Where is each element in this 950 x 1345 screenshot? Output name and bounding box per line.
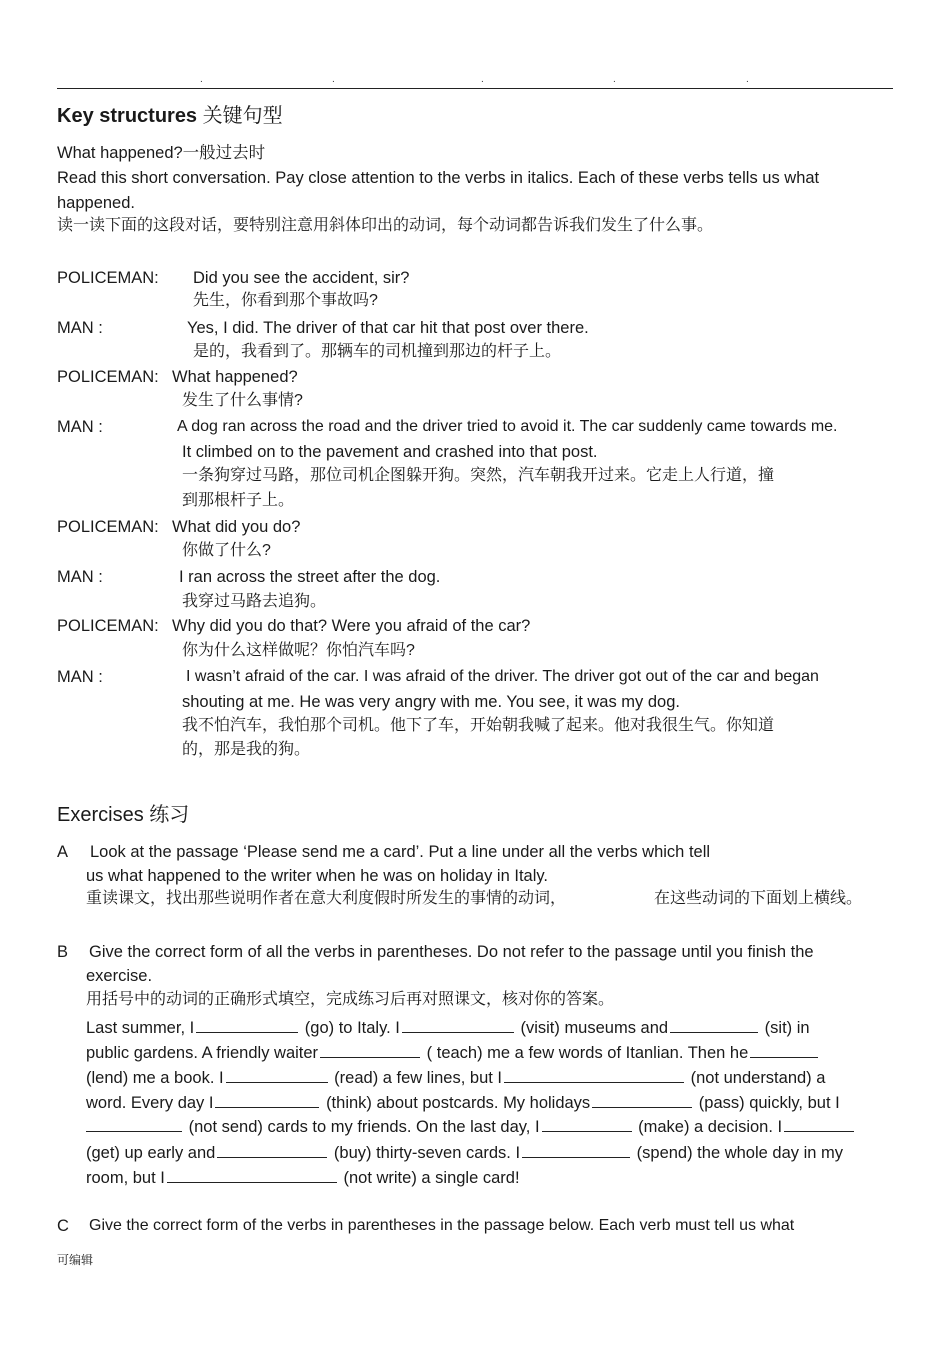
fill-text: (read) a few lines, but I (334, 1069, 502, 1087)
dialogue-zh: 一条狗穿过马路，那位司机企图躲开狗。突然，汽车朝我开过来。它走上人行道，撞 (182, 467, 775, 484)
answer-blank[interactable] (86, 1115, 182, 1132)
section-title-en: Key structures (57, 105, 198, 127)
speaker-label: MAN : (57, 668, 103, 686)
exercise-a-zh: 重读课文，找出那些说明作者在意大利度假时所发生的事情的动词， (86, 890, 567, 907)
exercise-letter: C (57, 1217, 69, 1235)
exercise-b-text: Give the correct form of all the verbs in parentheses. Do not refer to the passage until you finish the (89, 943, 814, 961)
dialogue-zh: 的，那是我的狗。 (182, 741, 311, 758)
dialogue-zh: 你做了什么? (182, 542, 271, 559)
dialogue-en: A dog ran across the road and the driver tried to avoid it. The car suddenly came towards me. (177, 418, 838, 435)
answer-blank[interactable] (750, 1041, 818, 1058)
exercises-title: Exercises 练习 (57, 804, 190, 826)
fill-text: (spend) the whole day in my (636, 1144, 844, 1162)
intro-zh: 读一读下面的这段对话，要特别注意用斜体印出的动词，每个动词都告诉我们发生了什么事。 (57, 217, 714, 234)
fill-line (86, 1115, 856, 1137)
dialogue-en: Did you see the accident, sir? (193, 269, 410, 287)
answer-blank[interactable] (504, 1066, 684, 1083)
fill-text: ( teach) me a few words of Itanlian. Then he (426, 1044, 749, 1062)
dialogue-zh: 我穿过马路去追狗。 (182, 593, 327, 610)
answer-blank[interactable] (226, 1066, 328, 1083)
exercise-b-text: exercise. (86, 967, 153, 985)
speaker-label: POLICEMAN: (57, 617, 159, 635)
speaker-label: MAN : (57, 319, 103, 337)
answer-blank[interactable] (542, 1115, 632, 1132)
fill-line (86, 1166, 520, 1188)
subtitle: What happened?一般过去时 (57, 144, 266, 162)
fill-line (86, 1041, 820, 1063)
exercise-letter: B (57, 943, 69, 961)
speaker-label: POLICEMAN: (57, 368, 159, 386)
speaker-label: POLICEMAN: (57, 518, 159, 536)
fill-text: room, but I (86, 1169, 165, 1187)
exercise-a-zh: 在这些动词的下面划上横线。 (654, 890, 863, 907)
header-dot: . (613, 74, 616, 85)
intro-line: Read this short conversation. Pay close attention to the verbs in italics. Each of these verbs tells us what (57, 169, 820, 187)
fill-line (86, 1141, 843, 1163)
fill-line (86, 1066, 825, 1088)
answer-blank[interactable] (670, 1016, 758, 1033)
answer-blank[interactable] (217, 1141, 327, 1158)
fill-text: (lend) me a book. I (86, 1069, 224, 1087)
dialogue-zh: 我不怕汽车，我怕那个司机。他下了车，开始朝我喊了起来。他对我很生气。你知道 (182, 717, 775, 734)
exercise-letter: A (57, 843, 69, 861)
fill-text: (not send) cards to my friends. On the last day, I (188, 1118, 540, 1136)
fill-text: word. Every day I (86, 1094, 214, 1112)
exercise-c-text: Give the correct form of the verbs in parentheses in the passage below. Each verb must tell us what (89, 1217, 795, 1234)
answer-blank[interactable] (402, 1016, 514, 1033)
exercise-b-zh: 用括号中的动词的正确形式填空，完成练习后再对照课文，核对你的答案。 (86, 991, 615, 1008)
dialogue-en: I wasn’t afraid of the car. I was afraid of the driver. The driver got out of the car and began (186, 668, 819, 685)
dialogue-en: Yes, I did. The driver of that car hit that post over there. (187, 319, 589, 337)
dialogue-en: What happened? (172, 368, 298, 386)
dialogue-en: It climbed on to the pavement and crashed into that post. (182, 443, 598, 461)
fill-text: (make) a decision. I (638, 1118, 783, 1136)
exercise-a-text: Look at the passage ‘Please send me a card’. Put a line under all the verbs which tell (90, 843, 711, 861)
header-dot: . (746, 74, 749, 85)
fill-text: (visit) museums and (520, 1019, 669, 1037)
fill-text: (not write) a single card! (343, 1169, 520, 1187)
fill-text: (get) up early and (86, 1144, 216, 1162)
dialogue-en: What did you do? (172, 518, 301, 536)
fill-text: (not understand) a (690, 1069, 826, 1087)
answer-blank[interactable] (522, 1141, 630, 1158)
answer-blank[interactable] (320, 1041, 420, 1058)
dialogue-en: shouting at me. He was very angry with me. You see, it was my dog. (182, 693, 680, 711)
dialogue-zh: 先生，你看到那个事故吗? (193, 292, 378, 309)
answer-blank[interactable] (592, 1091, 692, 1108)
speaker-label: MAN : (57, 568, 103, 586)
fill-text: (pass) quickly, but I (698, 1094, 840, 1112)
header-dot: . (332, 74, 335, 85)
speaker-label: MAN : (57, 418, 103, 436)
fill-text: (sit) in (764, 1019, 810, 1037)
fill-line (86, 1091, 840, 1113)
fill-text: (think) about postcards. My holidays (326, 1094, 591, 1112)
intro-line: happened. (57, 194, 135, 212)
answer-blank[interactable] (167, 1166, 337, 1183)
section-title-zh: 关键句型 (202, 105, 283, 127)
section-title (57, 104, 283, 128)
dialogue-zh: 你为什么这样做呢？你怕汽车吗? (182, 642, 415, 659)
footer-label: 可编辑 (57, 1253, 94, 1267)
dialogue-en: Why did you do that? Were you afraid of the car? (172, 617, 531, 635)
header-dot: . (481, 74, 484, 85)
header-rule (57, 88, 893, 89)
dialogue-en: I ran across the street after the dog. (179, 568, 441, 586)
exercise-a-text: us what happened to the writer when he was on holiday in Italy. (86, 867, 548, 885)
answer-blank[interactable] (215, 1091, 319, 1108)
fill-text: public gardens. A friendly waiter (86, 1044, 319, 1062)
dialogue-zh: 发生了什么事情? (182, 392, 303, 409)
answer-blank[interactable] (196, 1016, 298, 1033)
dialogue-zh: 是的，我看到了。那辆车的司机撞到那边的杆子上。 (193, 343, 562, 360)
fill-text: Last summer, I (86, 1019, 195, 1037)
header-dot: . (200, 74, 203, 85)
speaker-label: POLICEMAN: (57, 269, 159, 287)
fill-line (86, 1016, 810, 1038)
answer-blank[interactable] (784, 1115, 854, 1132)
dialogue-zh: 到那根杆子上。 (182, 492, 295, 509)
fill-text: (buy) thirty-seven cards. I (333, 1144, 521, 1162)
fill-text: (go) to Italy. I (304, 1019, 400, 1037)
